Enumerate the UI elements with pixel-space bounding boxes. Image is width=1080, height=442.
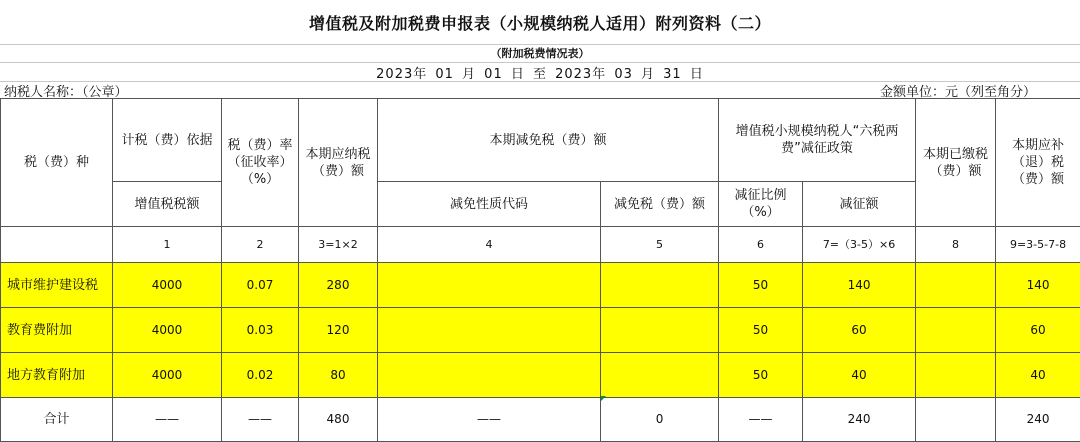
column-number: 5: [601, 227, 719, 263]
basis-header: 计税（费）依据: [113, 99, 222, 182]
rate-header: 税（费）率（征收率）（%）: [222, 99, 299, 227]
policy-ratio-header: 减征比例（%）: [719, 182, 803, 227]
tax-type-cell: 城市维护建设税: [1, 263, 113, 308]
basis-cell: ——: [113, 398, 222, 442]
policy-header: 增值税小规模纳税人“六税两费”减征政策: [719, 99, 916, 182]
policy-ratio-cell[interactable]: 50: [719, 263, 803, 308]
relief-header: 本期减免税（费）额: [378, 99, 719, 182]
tax-type-cell: 地方教育附加: [1, 353, 113, 398]
relief-amount-cell[interactable]: [601, 263, 719, 308]
total-label: 合计: [1, 398, 113, 442]
column-number-row: [1, 227, 1080, 263]
policy-amount-header: 减征额: [803, 182, 916, 227]
table-row: [1, 263, 1080, 308]
column-number: 1: [113, 227, 222, 263]
payable-cell: 480: [299, 398, 378, 442]
refund-cell[interactable]: 60: [996, 308, 1080, 353]
column-number: 9=3-5-7-8: [996, 227, 1080, 263]
amount-unit-label: 金额单位：元（列至角分）: [880, 81, 1036, 99]
paid-header: 本期已缴税（费）额: [916, 99, 996, 227]
basis-subheader: 增值税税额: [113, 182, 222, 227]
reduction-cell[interactable]: 40: [803, 353, 916, 398]
reduction-cell[interactable]: 60: [803, 308, 916, 353]
header-row-1: [1, 99, 1080, 182]
column-number: 3=1×2: [299, 227, 378, 263]
tax-period: 2023年 01 月 01 日 至 2023年 03 月 31 日: [0, 62, 1080, 82]
refund-cell[interactable]: 140: [996, 263, 1080, 308]
relief-amount-cell: 0: [601, 398, 719, 442]
relief-amount-cell[interactable]: [601, 308, 719, 353]
paid-cell[interactable]: [916, 308, 996, 353]
column-number: 2: [222, 227, 299, 263]
relief-amount-header: 减免税（费）额: [601, 182, 719, 227]
policy-ratio-cell: ——: [719, 398, 803, 442]
paid-cell: [916, 398, 996, 442]
reduction-cell: 240: [803, 398, 916, 442]
paid-cell[interactable]: [916, 263, 996, 308]
basis-cell[interactable]: 4000: [113, 263, 222, 308]
tax-type-header: 税（费）种: [1, 99, 113, 227]
rate-cell[interactable]: 0.02: [222, 353, 299, 398]
policy-ratio-cell[interactable]: 50: [719, 353, 803, 398]
refund-cell: 240: [996, 398, 1080, 442]
tax-type-cell: 教育费附加: [1, 308, 113, 353]
table-row: [1, 353, 1080, 398]
relief-code-header: 减免性质代码: [378, 182, 601, 227]
basis-cell[interactable]: 4000: [113, 308, 222, 353]
relief-code-cell[interactable]: [378, 263, 601, 308]
relief-code-cell: ——: [378, 398, 601, 442]
relief-code-cell[interactable]: [378, 308, 601, 353]
column-number: 6: [719, 227, 803, 263]
column-number: 8: [916, 227, 996, 263]
payable-cell[interactable]: 280: [299, 263, 378, 308]
cell-comment-marker: [601, 396, 606, 401]
blank-cell: [1, 227, 113, 263]
form-subtitle: （附加税费情况表）: [0, 44, 1080, 62]
rate-cell: ——: [222, 398, 299, 442]
relief-amount-cell[interactable]: [601, 353, 719, 398]
rate-cell[interactable]: 0.03: [222, 308, 299, 353]
column-number: 7=（3-5）×6: [803, 227, 916, 263]
column-number: 4: [378, 227, 601, 263]
policy-ratio-cell[interactable]: 50: [719, 308, 803, 353]
rate-cell[interactable]: 0.07: [222, 263, 299, 308]
surcharge-table: [0, 98, 1080, 442]
paid-cell[interactable]: [916, 353, 996, 398]
relief-code-cell[interactable]: [378, 353, 601, 398]
reduction-cell[interactable]: 140: [803, 263, 916, 308]
refund-header: 本期应补（退）税（费）额: [996, 99, 1080, 227]
taxpayer-name-label: 纳税人名称：（公章）: [4, 81, 128, 99]
form-title: 增值税及附加税费申报表（小规模纳税人适用）附列资料（二）: [0, 0, 1080, 44]
payable-cell[interactable]: 80: [299, 353, 378, 398]
refund-cell[interactable]: 40: [996, 353, 1080, 398]
payable-header: 本期应纳税（费）额: [299, 99, 378, 227]
table-row: [1, 308, 1080, 353]
basis-cell[interactable]: 4000: [113, 353, 222, 398]
total-row: [1, 398, 1080, 442]
payable-cell[interactable]: 120: [299, 308, 378, 353]
